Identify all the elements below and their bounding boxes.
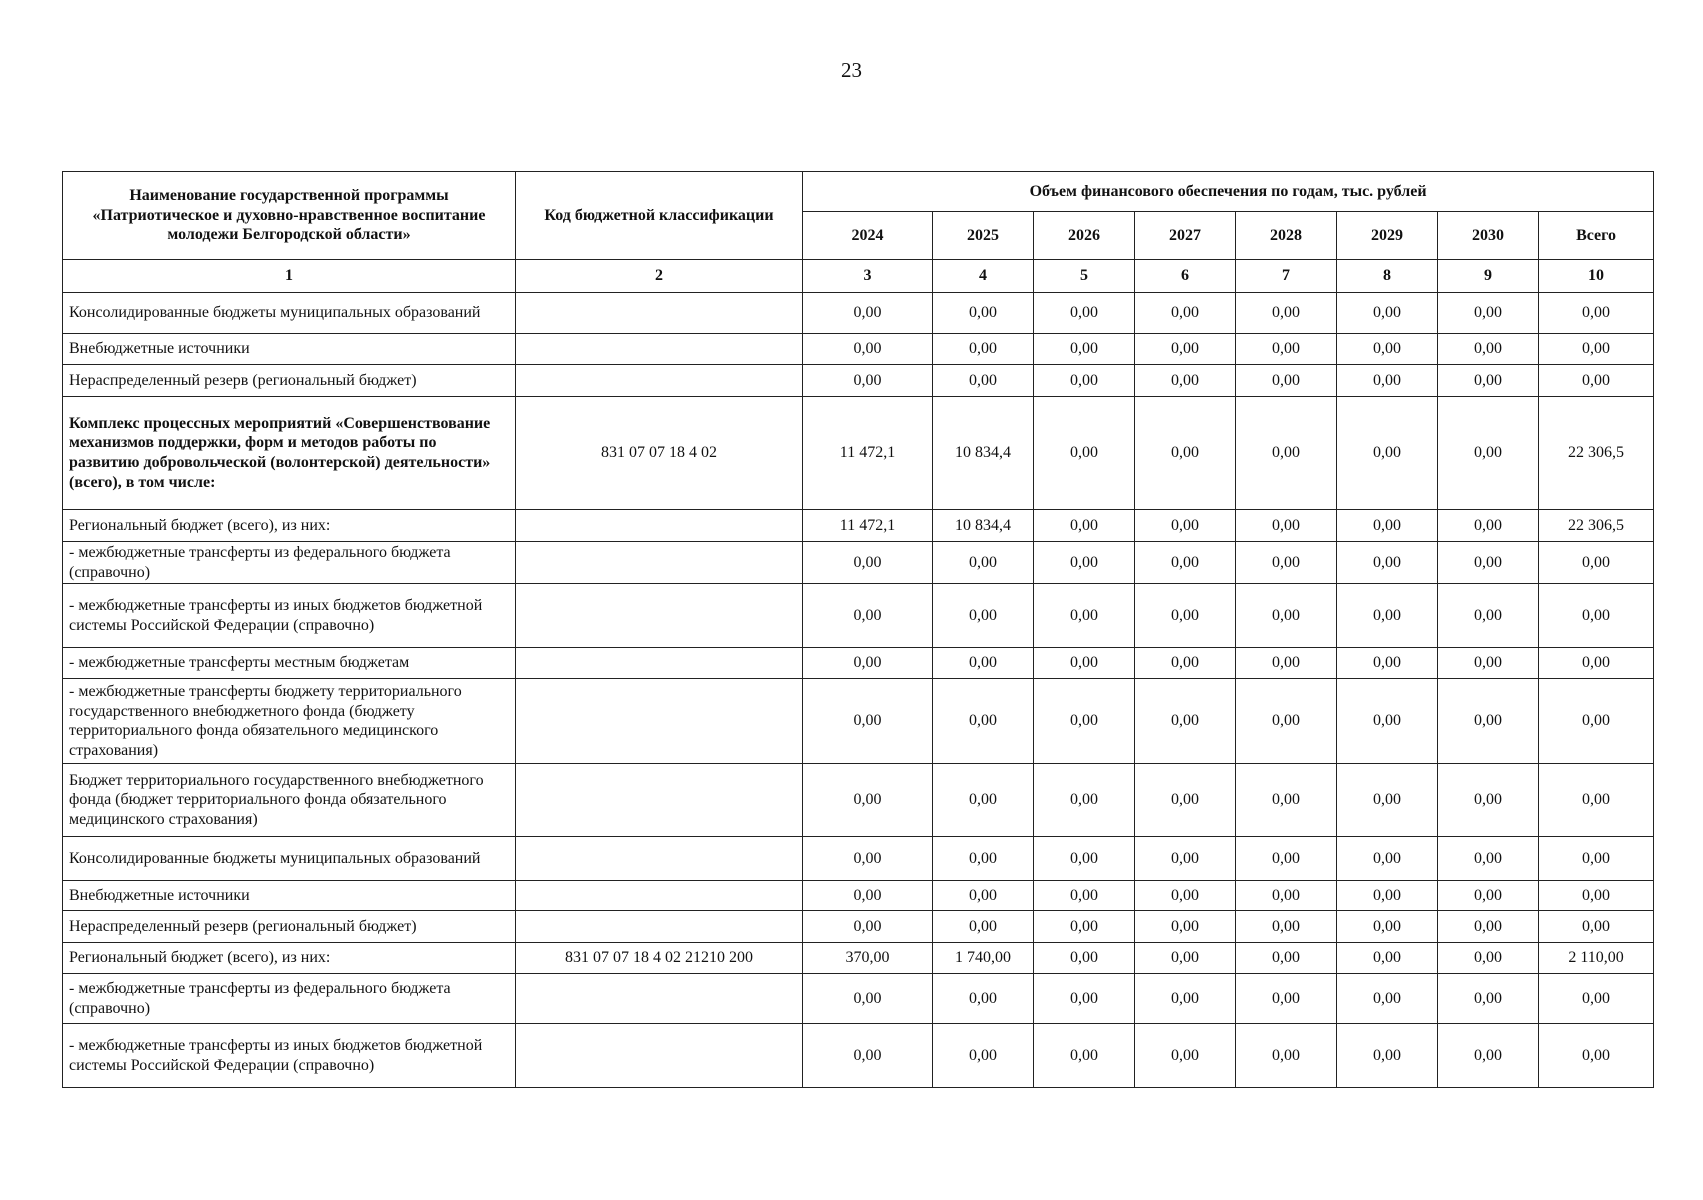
row-year-value: 0,00 [1135,679,1236,764]
row-total-value: 22 306,5 [1539,397,1654,510]
column-number: 6 [1135,260,1236,293]
row-year-value: 0,00 [1135,397,1236,510]
row-year-value: 0,00 [1337,764,1438,837]
row-total-value: 0,00 [1539,1024,1654,1088]
row-year-value: 10 834,4 [933,397,1034,510]
row-year-value: 0,00 [1236,1024,1337,1088]
row-year-value: 0,00 [1135,881,1236,911]
header-financing-volume: Объем финансового обеспечения по годам, тыс. рублей [803,172,1654,212]
row-year-value: 0,00 [1135,648,1236,679]
row-year-value: 0,00 [1337,837,1438,881]
row-year-value: 0,00 [1438,837,1539,881]
table-row [63,293,1654,334]
row-year-value: 0,00 [1236,584,1337,648]
table-row [63,911,1654,943]
row-budget-code [516,510,803,542]
row-year-value: 0,00 [1135,542,1236,584]
row-year-value: 0,00 [1034,542,1135,584]
row-year-value: 0,00 [803,334,933,365]
row-year-value: 0,00 [1135,943,1236,974]
row-total-value: 0,00 [1539,293,1654,334]
column-number: 2 [516,260,803,293]
row-year-value: 0,00 [1135,365,1236,397]
row-year-value: 0,00 [1034,764,1135,837]
row-budget-code [516,365,803,397]
row-total-value: 0,00 [1539,974,1654,1024]
header-program-name: Наименование государственной программы «Патриотическое и духовно-нравственное воспитание молодежи Белгородской области» [63,172,516,260]
row-year-value: 0,00 [1337,334,1438,365]
row-year-value: 0,00 [933,648,1034,679]
row-budget-code [516,293,803,334]
row-year-value: 0,00 [1236,542,1337,584]
row-year-value: 0,00 [1236,510,1337,542]
table-row [63,1024,1654,1088]
table-row [63,943,1654,974]
row-name: Консолидированные бюджеты муниципальных образований [63,837,516,881]
row-year-value: 0,00 [803,293,933,334]
table-row [63,334,1654,365]
row-year-value: 0,00 [1236,293,1337,334]
row-year-value: 0,00 [1034,837,1135,881]
row-year-value: 0,00 [1135,334,1236,365]
row-year-value: 0,00 [933,365,1034,397]
row-name: - межбюджетные трансферты местным бюджетам [63,648,516,679]
row-name: Бюджет территориального государственного внебюджетного фонда (бюджет территориального фонда обязательного медицинского страхования) [63,764,516,837]
table-row [63,397,1654,510]
table-row [63,837,1654,881]
header-year: 2030 [1438,212,1539,260]
row-year-value: 0,00 [1135,584,1236,648]
row-year-value: 0,00 [1438,764,1539,837]
row-year-value: 0,00 [1438,943,1539,974]
row-year-value: 0,00 [1236,397,1337,510]
row-year-value: 0,00 [933,881,1034,911]
row-name: - межбюджетные трансферты из иных бюджетов бюджетной системы Российской Федерации (справочно) [63,584,516,648]
row-year-value: 0,00 [1438,1024,1539,1088]
row-year-value: 0,00 [1438,293,1539,334]
row-total-value: 0,00 [1539,837,1654,881]
row-year-value: 0,00 [803,974,933,1024]
row-year-value: 0,00 [1034,648,1135,679]
row-year-value: 0,00 [1135,1024,1236,1088]
row-year-value: 0,00 [1438,542,1539,584]
row-year-value: 0,00 [1236,943,1337,974]
table-body [63,293,1654,1088]
row-year-value: 0,00 [1438,397,1539,510]
row-year-value: 0,00 [1438,365,1539,397]
page-number: 23 [841,58,862,82]
row-year-value: 0,00 [1034,510,1135,542]
row-year-value: 0,00 [803,584,933,648]
row-year-value: 0,00 [1337,1024,1438,1088]
row-year-value: 0,00 [1438,911,1539,943]
row-budget-code [516,837,803,881]
row-year-value: 0,00 [1135,911,1236,943]
header-year: 2029 [1337,212,1438,260]
row-budget-code [516,974,803,1024]
row-total-value: 22 306,5 [1539,510,1654,542]
header-year: 2028 [1236,212,1337,260]
row-budget-code [516,1024,803,1088]
row-year-value: 1 740,00 [933,943,1034,974]
row-budget-code [516,584,803,648]
row-year-value: 0,00 [1236,764,1337,837]
row-year-value: 0,00 [803,837,933,881]
row-year-value: 0,00 [803,1024,933,1088]
row-year-value: 0,00 [1438,510,1539,542]
row-year-value: 0,00 [1236,911,1337,943]
row-year-value: 0,00 [803,542,933,584]
column-number: 4 [933,260,1034,293]
header-total: Всего [1539,212,1654,260]
row-name: Региональный бюджет (всего), из них: [63,510,516,542]
column-number: 7 [1236,260,1337,293]
column-number: 3 [803,260,933,293]
row-name: - межбюджетные трансферты из иных бюджетов бюджетной системы Российской Федерации (справочно) [63,1024,516,1088]
row-year-value: 0,00 [1034,679,1135,764]
row-year-value: 0,00 [803,881,933,911]
row-year-value: 0,00 [1438,974,1539,1024]
header-year: 2027 [1135,212,1236,260]
row-year-value: 0,00 [1135,974,1236,1024]
row-budget-code [516,334,803,365]
row-year-value: 0,00 [1438,584,1539,648]
row-name: Нераспределенный резерв (региональный бюджет) [63,365,516,397]
row-year-value: 0,00 [1034,974,1135,1024]
row-year-value: 0,00 [803,911,933,943]
row-budget-code [516,542,803,584]
row-year-value: 0,00 [1337,679,1438,764]
row-year-value: 0,00 [1034,911,1135,943]
header-budget-code: Код бюджетной классификации [516,172,803,260]
row-name: Внебюджетные источники [63,881,516,911]
row-year-value: 11 472,1 [803,510,933,542]
row-year-value: 0,00 [1236,365,1337,397]
row-year-value: 10 834,4 [933,510,1034,542]
row-name: Комплекс процессных мероприятий «Совершенствование механизмов поддержки, форм и методов работы по развитию добровольческой (волонтерской) деятельности» (всего), в том числе: [63,397,516,510]
row-name: - межбюджетные трансферты из федерального бюджета (справочно) [63,974,516,1024]
row-year-value: 0,00 [803,365,933,397]
table-row [63,679,1654,764]
column-number: 9 [1438,260,1539,293]
column-number: 8 [1337,260,1438,293]
row-name: Нераспределенный резерв (региональный бюджет) [63,911,516,943]
row-year-value: 0,00 [1337,943,1438,974]
row-year-value: 0,00 [1438,881,1539,911]
row-year-value: 0,00 [933,764,1034,837]
row-total-value: 2 110,00 [1539,943,1654,974]
table-row [63,510,1654,542]
row-year-value: 0,00 [933,974,1034,1024]
row-name: Консолидированные бюджеты муниципальных образований [63,293,516,334]
row-year-value: 0,00 [1034,881,1135,911]
row-total-value: 0,00 [1539,911,1654,943]
row-year-value: 0,00 [1236,648,1337,679]
header-year: 2026 [1034,212,1135,260]
row-year-value: 0,00 [1337,293,1438,334]
row-budget-code [516,911,803,943]
row-year-value: 0,00 [1236,881,1337,911]
row-year-value: 0,00 [1135,837,1236,881]
row-total-value: 0,00 [1539,764,1654,837]
row-year-value: 0,00 [933,542,1034,584]
row-total-value: 0,00 [1539,648,1654,679]
row-year-value: 0,00 [1438,648,1539,679]
row-year-value: 0,00 [1034,334,1135,365]
row-year-value: 0,00 [1135,764,1236,837]
row-year-value: 0,00 [803,648,933,679]
row-name: Региональный бюджет (всего), из них: [63,943,516,974]
financing-table [62,171,1654,1088]
row-year-value: 0,00 [1135,510,1236,542]
column-number: 10 [1539,260,1654,293]
row-budget-code [516,679,803,764]
table-row [63,365,1654,397]
row-year-value: 0,00 [1337,974,1438,1024]
row-total-value: 0,00 [1539,542,1654,584]
row-year-value: 0,00 [1135,293,1236,334]
table-row [63,648,1654,679]
row-year-value: 0,00 [1337,584,1438,648]
row-name: Внебюджетные источники [63,334,516,365]
row-year-value: 0,00 [1034,584,1135,648]
table-row [63,974,1654,1024]
row-year-value: 370,00 [803,943,933,974]
table-row [63,881,1654,911]
row-budget-code [516,881,803,911]
row-year-value: 0,00 [1337,911,1438,943]
row-year-value: 0,00 [1337,881,1438,911]
row-total-value: 0,00 [1539,584,1654,648]
row-year-value: 0,00 [1236,334,1337,365]
row-budget-code: 831 07 07 18 4 02 [516,397,803,510]
table-row [63,764,1654,837]
row-year-value: 0,00 [1337,397,1438,510]
row-year-value: 11 472,1 [803,397,933,510]
row-total-value: 0,00 [1539,365,1654,397]
row-year-value: 0,00 [1034,943,1135,974]
row-year-value: 0,00 [933,679,1034,764]
row-year-value: 0,00 [1337,510,1438,542]
row-year-value: 0,00 [1438,334,1539,365]
header-year: 2025 [933,212,1034,260]
row-year-value: 0,00 [803,679,933,764]
row-year-value: 0,00 [933,584,1034,648]
row-year-value: 0,00 [1236,974,1337,1024]
row-year-value: 0,00 [1337,648,1438,679]
column-number: 1 [63,260,516,293]
row-year-value: 0,00 [933,1024,1034,1088]
column-number: 5 [1034,260,1135,293]
row-year-value: 0,00 [1034,1024,1135,1088]
row-year-value: 0,00 [1236,837,1337,881]
row-name: - межбюджетные трансферты бюджету территориального государственного внебюджетного фонда (бюджету территориального фонда обязательного медицинского страхования) [63,679,516,764]
row-year-value: 0,00 [803,764,933,837]
row-year-value: 0,00 [1337,542,1438,584]
row-total-value: 0,00 [1539,679,1654,764]
row-year-value: 0,00 [1034,397,1135,510]
row-name: - межбюджетные трансферты из федерального бюджета (справочно) [63,542,516,584]
header-year: 2024 [803,212,933,260]
table-row [63,542,1654,584]
row-budget-code: 831 07 07 18 4 02 21210 200 [516,943,803,974]
row-year-value: 0,00 [1034,293,1135,334]
row-year-value: 0,00 [1236,679,1337,764]
table-row [63,584,1654,648]
row-total-value: 0,00 [1539,881,1654,911]
row-year-value: 0,00 [933,911,1034,943]
row-year-value: 0,00 [933,837,1034,881]
row-year-value: 0,00 [1034,365,1135,397]
row-year-value: 0,00 [933,334,1034,365]
row-total-value: 0,00 [1539,334,1654,365]
row-year-value: 0,00 [933,293,1034,334]
row-year-value: 0,00 [1438,679,1539,764]
row-budget-code [516,648,803,679]
row-budget-code [516,764,803,837]
row-year-value: 0,00 [1337,365,1438,397]
